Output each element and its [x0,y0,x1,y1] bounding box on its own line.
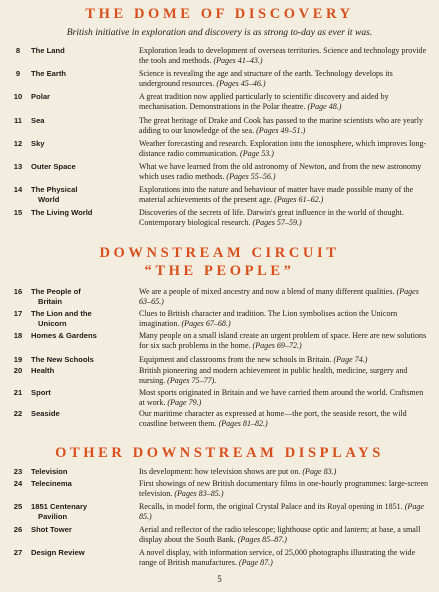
item-title: Sky [31,139,45,148]
item-pages: (Pages 69–72.) [252,340,302,350]
item-number: 20 [13,366,23,375]
item-title: Health [31,366,55,375]
circuit-heading: DOWNSTREAM CIRCUIT [99,245,340,261]
item-description: We are a people of mixed ancestry and now a blend of many different qualities. (Pages 63–65.) [139,287,419,306]
item-title: The Physical World [31,185,78,204]
item-pages: (Pages 61–62.) [274,194,324,204]
circuit-subheading: “THE PEOPLE” [144,263,295,279]
item-number: 27 [13,548,23,557]
item-description: A novel display, with information service, of 25,000 photographs illustrating the wide range of British manufactures. (Page 87.) [139,548,416,567]
item-description: Exploration leads to development of overseas territories. Science and technology provide the tools and methods. (Pages 41–43.) [139,46,427,65]
page-number: 5 [217,574,222,584]
item-pages: (Pages 83–85.) [174,488,224,498]
item-number: 26 [13,525,23,534]
item-description: A great tradition now applied particularly to scientific discovery and aided by mechanisation. Demonstrations in the Polar theatre. (Page 48.) [139,92,389,111]
item-number: 17 [13,309,23,318]
item-title: The New Schools [31,355,94,364]
item-pages: (Pages 45–46.) [216,78,266,88]
item-number: 18 [13,331,23,340]
item-description: Science is revealing the age and structure of the earth. Technology develops its underground resources. (Pages 45–46.) [139,69,393,88]
item-number: 22 [13,409,23,418]
item-title: Polar [31,92,50,101]
item-pages: (Pages 63–65.) [139,287,419,306]
item-number: 23 [13,467,23,476]
item-title: The Earth [31,69,67,78]
item-pages: (Page 87.) [238,557,273,567]
item-title: Sea [31,116,45,125]
item-number: 13 [13,162,23,171]
item-description: British pioneering and modern achievement in public health, medicine, surgery and nursing. (Pages 75–77). [139,366,408,385]
item-description: Clues to British character and tradition. The Lion symbolises action the Unicorn imagination. (Pages 67–68.) [139,309,398,328]
item-pages: (Pages 75–77). [167,375,217,385]
item-pages: (Pages 55–56.) [226,171,276,181]
item-title: Outer Space [31,162,76,171]
item-pages: (Pages 57–59.) [252,217,302,227]
item-title: The Living World [31,208,93,217]
dome-heading: THE DOME OF DISCOVERY [85,6,354,22]
item-number: 21 [13,388,23,397]
item-number: 8 [15,46,21,55]
item-number: 16 [13,287,23,296]
item-description: Most sports originated in Britain and we have carried them around the world. Craftsmen at work. (Page 79.) [139,388,424,407]
item-title: Design Review [31,548,85,557]
item-pages: (Pages 81–82.) [218,418,268,428]
item-title: Sport [31,388,51,397]
item-description: What we have learned from the old astronomy of Newton, and from the new astronomy which uses radio methods. (Pages 55–56.) [139,162,422,181]
item-description: Our maritime character as expressed at home—the port, the seaside resort, the wild coastline between them. (Pages 81–82.) [139,409,407,428]
item-description: Explorations into the nature and behaviour of matter have made possible many of the material achievements of the present age. (Pages 61–62.) [139,185,414,204]
item-pages: (Pages 85–87.) [237,534,287,544]
item-title: The Lion and the Unicorn [31,309,92,328]
item-title: 1851 Centenary Pavilion [31,502,88,521]
item-description: Equipment and classrooms from the new schools in Britain. (Page 74.) [139,355,368,364]
item-number: 10 [13,92,23,101]
item-number: 11 [13,116,23,125]
item-number: 19 [13,355,23,364]
dome-subtitle: British initiative in exploration and discovery is as strong to-day as ever it was. [66,27,373,38]
item-title: Shot Tower [31,525,72,534]
item-pages: (Pages 67–68.) [181,318,231,328]
item-number: 9 [15,69,21,78]
item-pages: (Page 83.) [302,467,337,476]
item-title: Homes & Gardens [31,331,97,340]
item-number: 15 [13,208,23,217]
item-number: 14 [13,185,23,194]
item-pages: (Page 53.) [240,148,274,158]
item-description: Aerial and reflector of the radio telescope; lighthouse optic and lantern; at base, a small display about the South Bank. (Pages 85–87.) [139,525,421,544]
item-pages: (Page 79.) [167,397,202,407]
item-number: 25 [13,502,23,511]
item-title: Television [31,467,68,476]
item-title: The People of Britain [31,287,81,306]
item-title: Telecinema [31,479,72,488]
item-pages: (Page 74.) [333,355,368,364]
item-title: The Land [31,46,65,55]
item-description: Many people on a small island create an urgent problem of space. Here are new solutions for six such problems in the home. (Pages 69–72.) [139,331,427,350]
item-pages: (Page 48.) [307,101,342,111]
item-description: Weather forecasting and research. Exploration into the ionosphere, which improves long-distance radio communication. (Page 53.) [139,139,427,158]
other-heading: OTHER DOWNSTREAM DISPLAYS [55,445,384,461]
item-description: Recalls, in model form, the original Crystal Palace and its Royal opening in 1851. (Page 85.) [139,502,424,521]
item-title: Seaside [31,409,60,418]
item-pages: (Page 85.) [139,502,424,521]
item-pages: (Pages 41–43.) [213,55,263,65]
item-number: 12 [13,139,23,148]
item-description: Its development: how television shows are put on. (Page 83.) [139,467,337,476]
item-description: The great heritage of Drake and Cook has passed to the marine scientists who are yearly adding to our knowledge of the sea. (Pages 49–51.) [139,116,423,135]
item-description: First showings of new British documentary films in one-hourly programmes: large-screen television. (Pages 83–85.) [139,479,429,498]
item-description: Discoveries of the secrets of life. Darwin's great influence in the world of thought. Contemporary biological research. (Pages 57–59.) [139,208,404,227]
item-number: 24 [13,479,23,488]
item-pages: (Pages 49–51.) [256,125,306,135]
